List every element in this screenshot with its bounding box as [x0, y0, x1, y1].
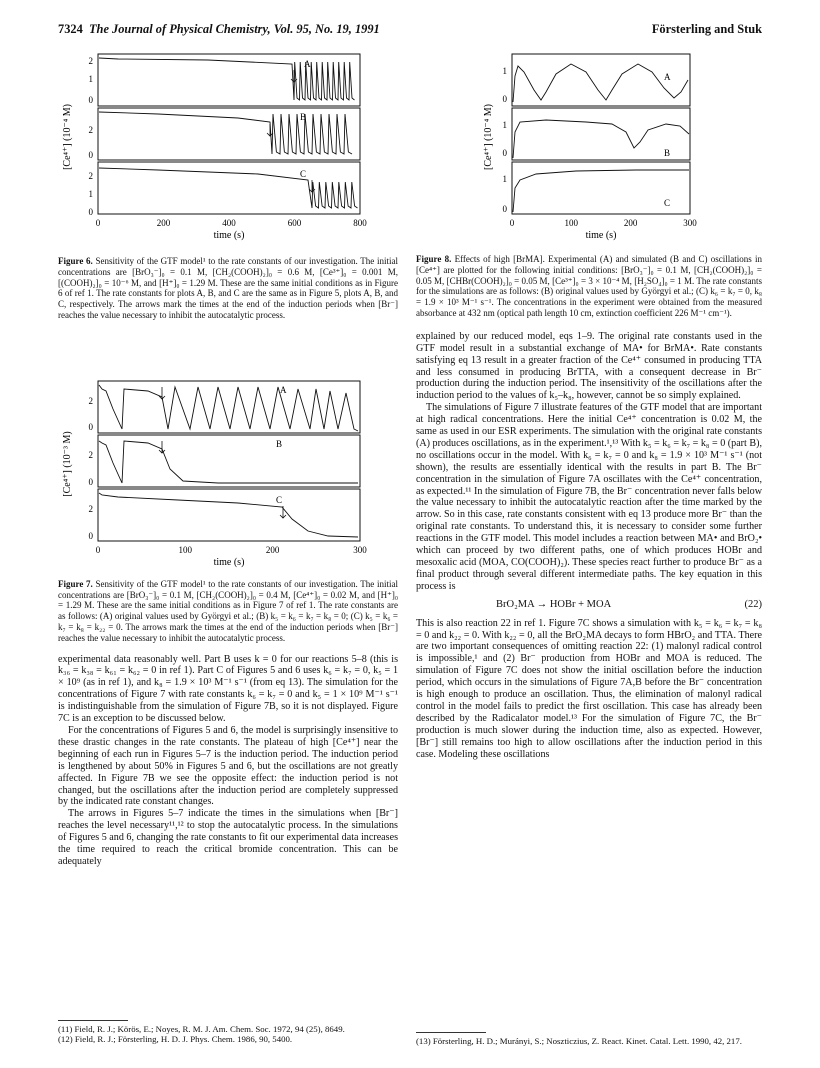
caption-text: Effects of high [BrMA]. Experimental (A) and simulated (B and C) oscillations in [Ce⁴⁺] are plotted for the following initial conditions: [BrO₃⁻]₀ = 0.1 M, [CH₂(COOH)₂]₀ = 0.05 M, [CHBr(COOH)₂]₀ = 0.05 M, [Ce³⁺]₀ = 3 × 10⁻⁴ M, [H₂SO₄]₀ = 1 M. The rate constants for the simulations are as follows: (B) original values used by Györgyi et al.; (C) k₆ = k₇ = 0, k₈ = 1.9 × 10³ M⁻¹ s⁻¹. The concentrations in the experiment were obtained from the measured absorbance at 432 nm (optical path length 10 cm, extinction coefficient 226 M⁻¹ cm⁻¹).	[416, 254, 762, 318]
ce-trace-a	[99, 385, 358, 431]
paragraph: explained by our reduced model, eqs 1–9. The original rate constants used in the GTF model result in a substantial exchange of MA• for BrMA•. Rate constants satisfying eq 13 result in a greater fraction of the Ce⁴⁺ consumed in producing TTA and less consumed in producing BrTTA, with a consequent decrease in Br⁻ production during the induction period. The insensitivity of the oscillations after the induction period to the values of k₅–k₈, however, cannot be so simply explained.	[416, 330, 762, 402]
right-footnotes	[416, 1032, 762, 1046]
page-header	[58, 22, 762, 42]
right-body-text	[416, 331, 762, 761]
footnote-rule	[58, 1020, 128, 1021]
ytick-label: 0	[88, 421, 93, 432]
footnote-rule	[416, 1032, 486, 1033]
panel-label: B	[300, 112, 307, 122]
caption-label: Figure 8.	[416, 254, 452, 264]
ytick-label: 0	[502, 94, 507, 104]
ytick-label: 0	[88, 476, 93, 487]
caption-label: Figure 7.	[58, 578, 93, 589]
figure-7	[58, 379, 398, 644]
xtick-label: 400	[222, 218, 236, 228]
left-footnotes	[58, 1020, 398, 1044]
xtick-label: 200	[265, 544, 280, 555]
right-column	[416, 52, 762, 1046]
figure-6-ylabel: [Ce⁴⁺] (10⁻⁴ M)	[62, 104, 73, 170]
figure-8-panel-b	[503, 108, 691, 160]
equation-22	[416, 599, 762, 611]
figure-6-panel-b	[89, 108, 361, 160]
footnote: (13) Försterling, H. D.; Murányi, S.; Noszticzius, Z. React. Kinet. Catal. Lett. 1990, 42, 217.	[416, 1036, 742, 1046]
figure-7-caption	[58, 579, 398, 644]
xtick-label: 800	[353, 218, 367, 228]
figure-7-panel-c	[89, 489, 361, 541]
figure-7-xlabel: time (s)	[213, 556, 245, 568]
figure-8-plot	[416, 52, 762, 248]
ce-trace-c	[99, 168, 358, 208]
caption-label: Figure 6.	[58, 256, 93, 266]
running-authors: Försterling and Stuk	[651, 22, 762, 36]
induction-arrow-icon	[267, 124, 273, 136]
figure-8-panel-c	[503, 162, 691, 214]
xtick-label: 0	[509, 218, 515, 228]
induction-arrow-icon	[280, 506, 286, 518]
footnote: (11) Field, R. J.; Körös, E.; Noyes, R. M. J. Am. Chem. Soc. 1972, 94 (25), 8649.	[58, 1024, 345, 1034]
xtick-label: 0	[95, 218, 101, 228]
ce-trace-a	[99, 58, 355, 100]
ytick-label: 1	[502, 174, 507, 184]
paragraph: The simulations of Figure 7 illustrate features of the GTF model that are important at high radical concentrations. Here the initial Ce⁴⁺ concentration is 0.02 M, the same as used in our ESR experiments. The simulation with the original rate constants (A) produces oscillations, as in the experiment.¹,¹³ With k₅ = k₆ = k₇ = k₈ = 0 (part B), no oscillations occur in the model. With k₆ = k₇ = 0 and k₈ = 1.9 × 10³ M⁻¹ s⁻¹ (not shown), the results are essentially identical with the results in part B. The Br⁻ concentration in the simulation of Figure 7A oscillates with the Ce⁴⁺ concentration, as expected.¹¹ In the simulation of Figure 7B, the Br⁻ concentration never falls below the value necessary to inhibit the autocatalytic reaction after the time marked by the arrow. So in this case, rate constants consistent with eq 13 produce more Br⁻ than the original rate constants. To understand this, it is necessary to consider some further reactions in the GTF model. This model includes a reaction between MA• and BrO₂• which can proceed by two different paths, one of which produces HOBr and mesoxalic acid (MOA, CO(COOH)₂). These species react further to produce Br⁻ as a final product through several different intermediate paths. The key equation in this process is	[416, 402, 762, 592]
ce-trace-c	[513, 170, 689, 212]
panel-frame	[98, 435, 360, 487]
ytick-label: 1	[88, 189, 93, 199]
panel-label: C	[664, 198, 671, 208]
ce-trace-b	[99, 438, 358, 483]
ytick-label: 1	[502, 66, 507, 76]
induction-arrow-icon	[309, 180, 315, 192]
panel-label: A	[664, 72, 671, 82]
panel-frame	[98, 54, 360, 106]
figure-7-panel-b	[89, 435, 361, 487]
xtick-label: 600	[287, 218, 302, 228]
xtick-label: 100	[564, 218, 579, 228]
figure-7-panel-a	[89, 381, 361, 433]
ytick-label: 1	[502, 120, 507, 130]
panel-label: B	[276, 438, 283, 449]
paragraph: The arrows in Figures 5–7 indicate the times in the simulations when [Br⁻] reaches the level necessary¹¹,¹² to stop the autocatalytic process. In the simulations of Figures 5 and 6, changing the rate constants to fit our experimental data increases the time required to reach the critical bromide concentration. This can be adequately	[58, 808, 398, 867]
xtick-label: 300	[353, 544, 367, 555]
figure-6-plot	[58, 52, 398, 248]
caption-text: Sensitivity of the GTF model¹ to the rate constants of our investigation. The initial concentrations are [BrO₃⁻]₀ = 0.1 M, [CH₂(COOH)₂]₀ = 0.4 M, [Ce⁴⁺]₀ = 0.02 M, and [H⁺]₀ = 1.29 M. These are the same initial conditions as in Figure 7 of ref 1. The rate constants are as follows: (A) original values used by Györgyi et al.; (B) k₅ = k₆ = k₇ = k₈ = 0; (C) k₅ = k₆ = k₇ = k₈ = k₂₂ = 0. The arrows mark the times at the end of the induction periods when [Br⁻] reaches the value necessary to inhibit the autocatalytic process.	[58, 578, 398, 643]
ytick-label: 2	[88, 503, 93, 514]
xtick-label: 300	[683, 218, 697, 228]
ytick-label: 1	[88, 74, 93, 84]
ce-trace-b	[513, 120, 689, 158]
equation-number: (22)	[744, 598, 762, 610]
figure-8	[416, 52, 762, 319]
figure-8-caption	[416, 254, 762, 319]
figure-8-ylabel: [Ce⁴⁺] (10⁻⁴ M)	[483, 104, 494, 170]
ytick-label: 2	[88, 449, 93, 460]
paragraph: For the concentrations of Figures 5 and 6, the model is surprisingly insensitive to these drastic changes in the rate constants. The plateau of high [Ce⁴⁺] near the beginning of each run in Figures 5–7 is the induction period. The induction period is lengthened by about 50% in Figures 5 and 6, but the oscillations are not greatly affected. In Figure 7B we see the opposite effect: the induction period is not changed, but the oscillations after the induction period are completely suppressed by the indicated rate constant changes.	[58, 725, 398, 808]
xtick-label: 100	[178, 544, 193, 555]
left-body-text	[58, 654, 398, 868]
ytick-label: 0	[88, 530, 93, 541]
induction-arrow-icon	[159, 441, 165, 453]
page-number: 7324	[58, 22, 83, 36]
panel-label: A	[280, 384, 287, 395]
figure-6	[58, 52, 398, 321]
ytick-label: 0	[88, 95, 93, 105]
paragraph: This is also reaction 22 in ref 1. Figure 7C shows a simulation with k₅ = k₆ = k₇ = k₈ = 0 and k₂₂ = 0. With k₂₂ = 0, all the BrO₂MA decays to form HBrO₂ and TTA. There are two important consequences of omitting reaction 22: (1) malonyl radical control is impossible,¹ and (2) Br⁻ production from HOBr and MOA is reduced. The simulation of Figure 7C does not show the initial oscillation before the induction period, which occurs in the simulations of Figure 7A,B before the Br⁻ concentration is high enough to produce an oscillation. Thus, the elimination of malonyl radical control in the model fails to predict the first oscillation. This case has already been described by the Radicalator model.¹³ For the simulation of Figure 7C, the Br⁻ production is much slower during the induction time, also as expected. However, [Br⁻] still remains too high to allow oscillations after the induction period in this case. Modeling these oscillations	[416, 617, 762, 760]
ytick-label: 0	[502, 204, 507, 214]
panel-frame	[98, 489, 360, 541]
ytick-label: 2	[88, 125, 93, 135]
ytick-label: 2	[88, 171, 93, 181]
xtick-label: 200	[156, 218, 171, 228]
footnote: (12) Field, R. J.; Försterling, H. D. J. Phys. Chem. 1986, 90, 5400.	[58, 1034, 293, 1045]
figure-6-caption	[58, 256, 398, 321]
ce-trace-b	[99, 112, 352, 154]
figure-8-panel-a	[503, 54, 691, 106]
equation-text: BrO₂MA → HOBr + MOA	[496, 598, 612, 610]
journal-citation: The Journal of Physical Chemistry, Vol. 95, No. 19, 1991	[88, 22, 380, 36]
figure-6-xlabel: time (s)	[213, 230, 245, 241]
figure-7-plot	[58, 379, 398, 575]
panel-label: C	[300, 169, 307, 179]
xtick-label: 200	[623, 218, 638, 228]
figure-7-ylabel: [Ce⁴⁺] (10⁻³ M)	[62, 431, 73, 497]
journal-line	[58, 22, 380, 37]
figure-8-xlabel: time (s)	[585, 230, 617, 241]
xtick-label: 0	[95, 544, 101, 555]
induction-arrow-icon	[291, 70, 297, 82]
panel-label: A	[304, 59, 311, 69]
caption-text: Sensitivity of the GTF model¹ to the rate constants of our investigation. The initial concentrations are [BrO₃⁻]₀ = 0.1 M, [CH₂(COOH)₂]₀ = 0.6 M, [Ce³⁺]₀ = 0.001 M, [(COOH)₂]₀ = 10⁻⁶ M, and [H⁺]₀ = 1.29 M. These are the same initial conditions as in Figure 6 of ref 1. The rate constants for plots A, B, and C are the same as in Figure 5, plots A, B, and C, respectively. The arrows mark the times at the end of the induction periods when [Br⁻] reaches the value necessary to inhibit the autocatalytic process.	[58, 256, 398, 320]
induction-arrow-icon	[159, 387, 165, 399]
ytick-label: 0	[88, 150, 93, 160]
figure-6-panel-a	[89, 54, 361, 106]
ytick-label: 0	[88, 207, 93, 217]
ytick-label: 2	[88, 395, 93, 406]
left-column	[58, 52, 398, 1045]
ce-trace-a	[513, 64, 688, 102]
panel-frame	[98, 162, 360, 214]
panel-label: C	[276, 494, 283, 505]
ytick-label: 2	[88, 56, 93, 66]
figure-6-panel-c	[89, 162, 361, 217]
ytick-label: 0	[502, 148, 507, 158]
panel-label: B	[664, 148, 671, 158]
ce-trace-c	[99, 493, 358, 537]
paragraph: experimental data reasonably well. Part B uses k = 0 for our reactions 5–8 (this is k₃₆ = k₃₈ = k₆₁ = k₆₂ = 0 in ref 1). Part C of Figures 5 and 6 uses k₆ = k₇ = 0, k₅ = 1 × 10⁹ (as in ref 1), and k₈ = 1.9 × 10³ M⁻¹ s⁻¹ (from eq 13). The simulation for the concentrations of Figure 7 with rate constants k₆ = k₇ = 0 and k₅ = 1 × 10⁹ M⁻¹ s⁻¹ is indistinguishable from the simulation of Figure 7B, so it is not displayed. Figure 7C is an exception to be discussed below.	[58, 653, 398, 725]
